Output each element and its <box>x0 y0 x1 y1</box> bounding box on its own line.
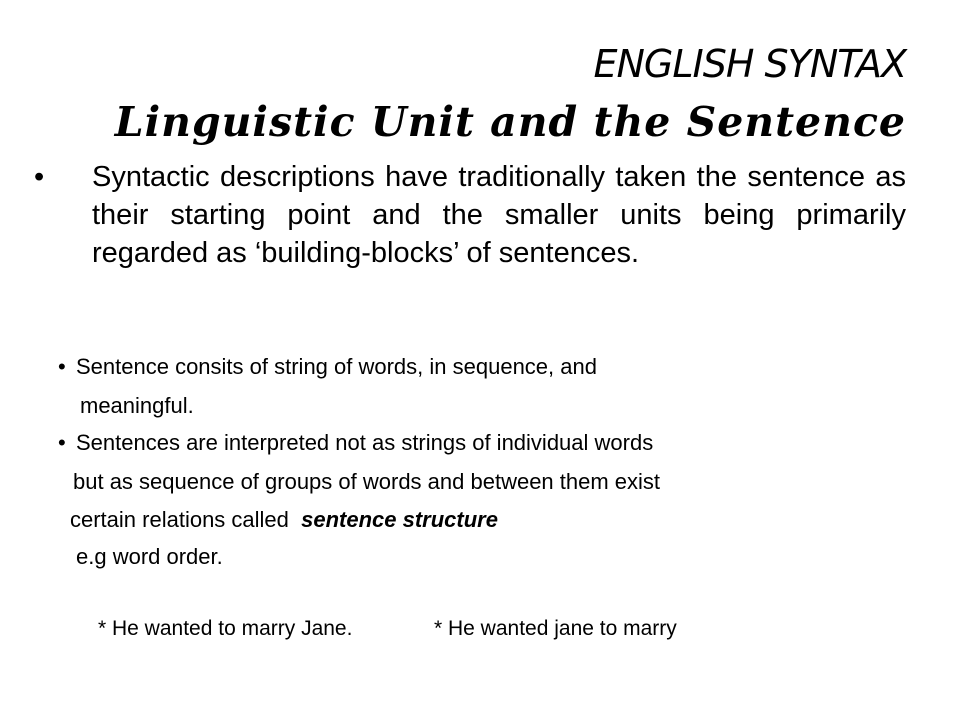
bullet-dot-icon: • <box>34 161 45 193</box>
example-1: * He wanted to marry Jane. <box>98 617 353 640</box>
sentence-structure-term: sentence structure <box>301 507 498 532</box>
bullet-interpret-text3: certain relations called <box>70 507 302 532</box>
bullet-sentence-line1 <box>58 354 597 380</box>
bullet-interpret-line4: e.g word order. <box>76 544 223 569</box>
bullet-interpret-line1 <box>58 430 653 456</box>
main-bullet <box>34 158 906 272</box>
bullet-dot-icon: • <box>58 354 66 379</box>
bullet-dot-icon: • <box>58 430 66 455</box>
bullet-interpret-text1: Sentences are interpreted not as strings of individual words <box>76 430 654 455</box>
bullet-interpret-line2: but as sequence of groups of words and between them exist <box>73 469 661 494</box>
bullet-sentence-text1: Sentence consits of string of words, in sequence, and <box>76 354 597 379</box>
example-2: * He wanted jane to marry <box>434 617 677 640</box>
slide-title-top: ENGLISH SYNTAX <box>593 42 906 86</box>
slide-title-main: Linguistic Unit and the Sentence <box>114 98 906 146</box>
bullet-interpret-line3 <box>70 507 498 533</box>
bullet-sentence-line2: meaningful. <box>80 393 194 418</box>
main-bullet-text: Syntactic descriptions have traditionally taken the sentence as their starting point and the smaller units being primarily regarded as ‘building-blocks’ of sentences. <box>92 161 906 269</box>
